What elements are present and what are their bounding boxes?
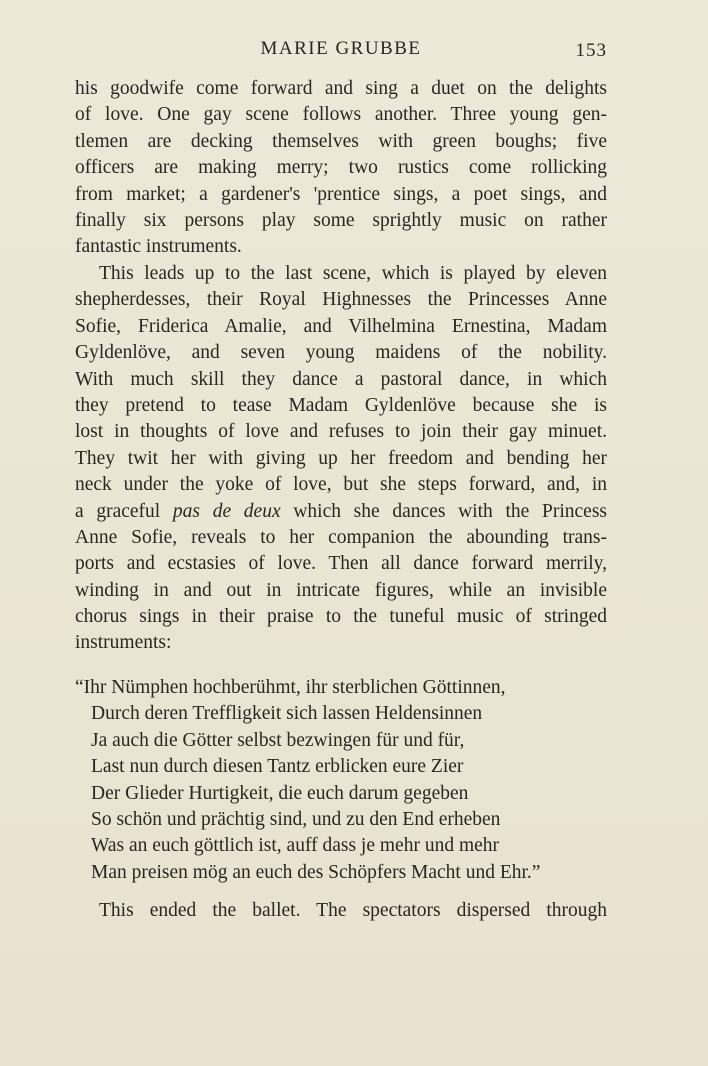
text-segment: which she dances with the Princess bbox=[280, 500, 607, 522]
text-line: Gyldenlöve, and seven young maidens of the nobility. bbox=[75, 342, 607, 364]
verse-line: Last nun durch diesen Tantz erblicken eure Zier bbox=[91, 756, 464, 778]
text-line: tlemen are decking themselves with green boughs; five bbox=[75, 130, 607, 152]
verse-quotation bbox=[75, 675, 615, 886]
running-title: MARIE GRUBBE bbox=[260, 38, 422, 59]
text-line: ports and ecstasies of love. Then all dance forward merrily, bbox=[75, 553, 607, 575]
verse-line: So schön und prächtig sind, und zu den End erheben bbox=[91, 808, 501, 830]
verse-line: Der Glieder Hurtigkeit, die euch darum gegeben bbox=[91, 782, 469, 804]
text-line: fantastic instruments. bbox=[75, 236, 242, 258]
verse-line: “Ihr Nümphen hochberühmt, ihr sterblichen Göttinnen, bbox=[75, 677, 506, 698]
italic-phrase: pas de deux bbox=[172, 500, 281, 522]
text-line: his goodwife come forward and sing a duet on the delights bbox=[75, 78, 607, 99]
text-line: They twit her with giving up her freedom and bending her bbox=[75, 447, 607, 469]
text-line: chorus sings in their praise to the tuneful music of stringed bbox=[75, 606, 607, 628]
paragraph-2 bbox=[75, 261, 607, 657]
verse-line: Man preisen mög an euch des Schöpfers Macht und Ehr.” bbox=[91, 861, 541, 883]
text-line: they pretend to tease Madam Gyldenlöve because she is bbox=[75, 394, 607, 416]
text-line: winding in and out in intricate figures, while an invisible bbox=[75, 579, 607, 601]
text-line: lost in thoughts of love and refuses to join their gay minuet. bbox=[75, 421, 607, 443]
verse-line: Ja auch die Götter selbst bezwingen für und für, bbox=[91, 729, 465, 751]
running-head bbox=[75, 38, 607, 66]
text-segment: a graceful bbox=[75, 500, 173, 522]
text-line: With much skill they dance a pastoral dance, in which bbox=[75, 368, 607, 390]
text-line: from market; a gardener's 'prentice sings, a poet sings, and bbox=[75, 183, 607, 205]
text-line: This leads up to the last scene, which is played by eleven bbox=[99, 263, 607, 284]
text-line: Sofie, Friderica Amalie, and Vilhelmina Ernestina, Madam bbox=[75, 315, 607, 337]
text-line: finally six persons play some sprightly music on rather bbox=[75, 209, 607, 231]
text-line-with-italic bbox=[75, 499, 607, 525]
text-line: instruments: bbox=[75, 632, 172, 654]
paragraph-1 bbox=[75, 76, 607, 261]
text-line: This ended the ballet. The spectators dispersed through bbox=[99, 900, 607, 921]
paragraph-3 bbox=[75, 898, 607, 924]
verse-line: Was an euch göttlich ist, auff dass je mehr und mehr bbox=[91, 835, 500, 857]
page-number: 153 bbox=[575, 40, 607, 61]
text-line: neck under the yoke of love, but she steps forward, and, in bbox=[75, 474, 607, 496]
verse-line: Durch deren Treffligkeit sich lassen Heldensinnen bbox=[91, 703, 483, 725]
text-line: of love. One gay scene follows another. Three young gen- bbox=[75, 104, 607, 126]
text-line: shepherdesses, their Royal Highnesses the Princesses Anne bbox=[75, 289, 607, 311]
text-line: Anne Sofie, reveals to her companion the abounding trans- bbox=[75, 526, 607, 548]
text-line: officers are making merry; two rustics come rollicking bbox=[75, 157, 607, 179]
